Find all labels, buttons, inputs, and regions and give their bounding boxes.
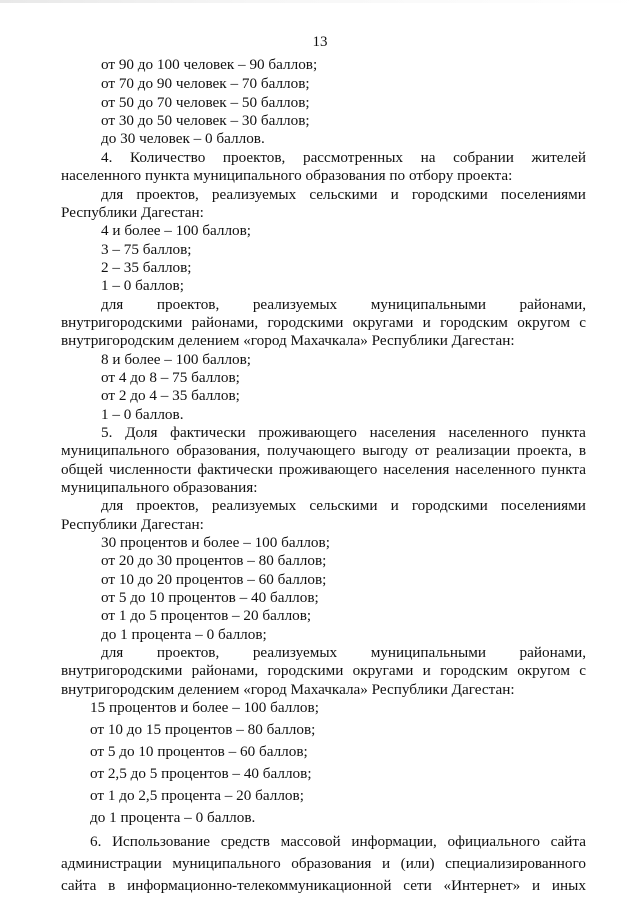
text-line: до 1 процента – 0 баллов. [90,809,256,826]
paragraph-6-first-line [90,833,586,851]
text-line: 4 и более – 100 баллов; [101,222,252,239]
text-line: от 20 до 30 процентов – 80 баллов; [101,552,327,569]
word: проекта, [517,442,572,459]
word: пункта [541,461,586,478]
word: населенного [448,424,529,441]
word: (или) [400,855,435,872]
word: округами [352,662,414,679]
text-line: 2 – 35 баллов; [101,259,192,276]
word: Количество [130,149,206,166]
word: и [390,186,399,203]
word: городскими [267,314,344,331]
word: реализуемых [252,644,338,661]
word: жителей [531,149,586,166]
justified-line [61,442,586,460]
word: населения [369,424,436,441]
word: и [422,662,431,679]
justified-line [61,855,586,873]
word: сайта [61,877,97,894]
text-line: от 1 до 2,5 процента – 20 баллов; [90,787,304,804]
word: пункта [541,424,586,441]
word: рассмотренных [302,149,404,166]
text-line: населенного пункта муниципального образования по отбору проекта: [61,167,513,184]
word: для [101,186,124,203]
word: и [381,855,391,872]
word: и [422,314,431,331]
justified-line [61,461,586,479]
word: проектов, [136,497,199,514]
text-line: от 90 до 100 человек – 90 баллов; [101,56,318,73]
word: проектов, [156,296,220,313]
word: городским [440,314,508,331]
word: на [420,149,436,166]
word: для [101,644,124,661]
paragraph-4-first-line [101,149,586,167]
word: проектов, [222,149,286,166]
justified-line [61,314,586,332]
word: и [532,877,541,894]
word: внутригородскими [61,662,183,679]
word: поселениями [500,186,586,203]
word: муниципального [61,442,170,459]
word: сети [403,877,432,894]
word: от [415,442,430,459]
text-line: от 1 до 5 процентов – 20 баллов; [101,607,312,624]
word: поселениями [500,497,586,514]
text-line: от 2,5 до 5 процентов – 40 баллов; [90,765,312,782]
word: образования, [176,442,261,459]
word: иных [551,877,586,894]
justified-line [101,296,586,314]
text-line: от 10 до 15 процентов – 80 баллов; [90,721,316,738]
text-line: 30 процентов и более – 100 баллов; [101,534,330,551]
text-line: 1 – 0 баллов. [101,406,184,423]
word: администрации [61,855,162,872]
word: реализуемых [211,497,297,514]
word: специализированного [445,855,586,872]
word: информационно-телекоммуникационной [127,877,392,894]
word: округом [517,662,570,679]
justified-line [101,186,586,204]
word: общей [61,461,103,478]
word: для [101,497,124,514]
word: городскими [411,497,488,514]
word: районами, [191,314,259,331]
word: в [108,877,116,894]
justified-line [101,644,586,662]
word: муниципальными [370,296,486,313]
word: массовой [280,833,341,850]
word: реализации [435,442,511,459]
text-line: до 1 процента – 0 баллов; [101,626,267,643]
word: сельскими [309,186,378,203]
word: Использование [112,833,211,850]
word: численности [108,461,192,478]
text-line: 8 и более – 100 баллов; [101,351,252,368]
word: получающего [267,442,356,459]
word: средств [220,833,270,850]
text-line: от 10 до 20 процентов – 60 баллов; [101,571,327,588]
page-number: 13 [312,34,328,50]
word: фактически [197,461,273,478]
word: округами [352,314,414,331]
text-line: от 5 до 10 процентов – 60 баллов; [90,743,308,760]
word: проживающего [278,461,378,478]
text-line: 1 – 0 баллов; [101,277,184,294]
word: образования [291,855,372,872]
word: 5. [101,424,113,441]
word: районами, [519,296,586,313]
word: проживающего [258,424,357,441]
word: 4. [101,149,113,166]
word: населения [383,461,450,478]
word: в [578,442,586,459]
word: сайта [550,833,586,850]
word: муниципальными [370,644,486,661]
word: реализуемых [211,186,297,203]
text-line: от 70 до 90 человек – 70 баллов; [101,75,310,92]
word: проектов, [136,186,199,203]
text-line: от 30 до 50 человек – 30 баллов; [101,112,310,129]
text-line: от 4 до 8 – 75 баллов; [101,369,240,386]
word: внутригородскими [61,314,183,331]
word: округом [517,314,570,331]
word: фактически [170,424,246,441]
word: населенного [455,461,536,478]
text-line: Республики Дагестан: [61,204,204,221]
word: с [579,662,586,679]
word: с [579,314,586,331]
word: для [101,296,124,313]
text-line: от 2 до 4 – 35 баллов; [101,387,240,404]
text-line: 15 процентов и более – 100 баллов; [90,699,319,716]
word: «Интернет» [443,877,521,894]
text-line: до 30 человек – 0 баллов. [101,130,265,147]
word: 6. [90,833,102,850]
text-line: Республики Дагестан: [61,516,204,533]
justified-line [61,662,586,680]
text-line: от 5 до 10 процентов – 40 баллов; [101,589,319,606]
word: проектов, [156,644,220,661]
word: официального [447,833,540,850]
justified-line [101,497,586,515]
text-line: внутригородским делением «город Махачкала» Республики Дагестан: [61,332,515,349]
word: выгоду [362,442,409,459]
word: районами, [519,644,586,661]
paragraph-5-first-line [101,424,586,442]
justified-line [61,877,586,895]
word: городскими [267,662,344,679]
text-line: внутригородским делением «город Махачкала» Республики Дагестан: [61,681,515,698]
word: муниципального [172,855,281,872]
word: городскими [411,186,488,203]
word: реализуемых [252,296,338,313]
word: сельскими [309,497,378,514]
word: и [390,497,399,514]
word: информации, [351,833,437,850]
text-line: 3 – 75 баллов; [101,241,192,258]
word: районами, [191,662,259,679]
scan-edge [0,0,640,3]
text-line: муниципального образования: [61,479,258,496]
word: собрании [453,149,514,166]
text-line: от 50 до 70 человек – 50 баллов; [101,94,310,111]
word: городским [440,662,508,679]
word: Доля [125,424,158,441]
